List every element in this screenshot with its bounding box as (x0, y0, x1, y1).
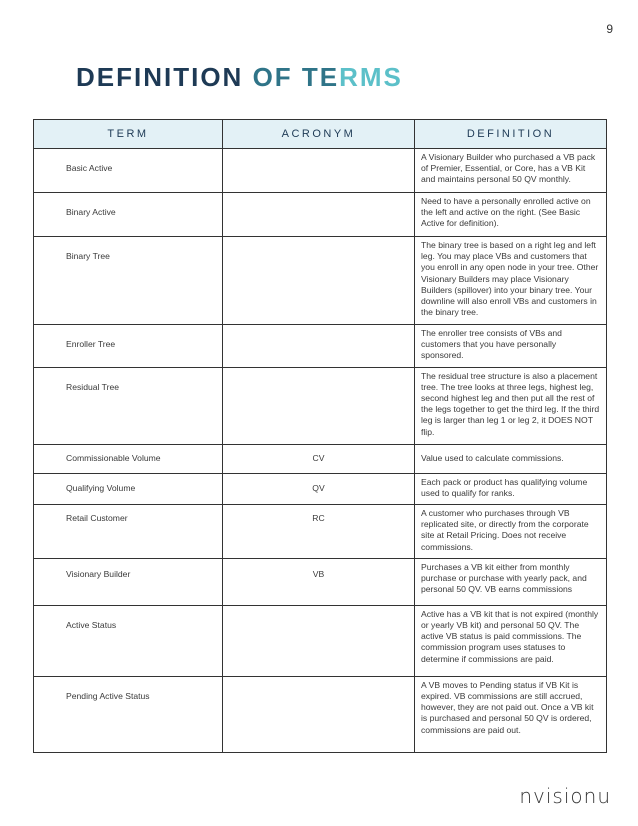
header-definition: DEFINITION (415, 120, 607, 149)
acronym-cell (223, 367, 415, 444)
term-cell: Retail Customer (34, 505, 223, 559)
table-row (34, 558, 607, 605)
acronym-cell: QV (223, 473, 415, 504)
definition-cell: A VB moves to Pending status if VB Kit is expired. VB commissions are still accrued, however, they are not paid out. Once a VB kit is purchased and personal 50 QV is ordered, commissions are paid out. (415, 676, 607, 752)
acronym-cell (223, 149, 415, 193)
acronym-cell: CV (223, 444, 415, 473)
acronym-cell (223, 193, 415, 237)
term-cell: Pending Active Status (34, 676, 223, 752)
table-row (34, 237, 607, 325)
page-title (76, 62, 403, 93)
page-number: 9 (606, 22, 613, 36)
term-cell: Enroller Tree (34, 325, 223, 368)
table-row (34, 605, 607, 676)
title-part-2: OF TE (252, 62, 340, 92)
definition-cell: Need to have a personally enrolled active on the left and active on the right. (See Basic Active for definition). (415, 193, 607, 237)
acronym-cell: RC (223, 505, 415, 559)
definition-cell: Purchases a VB kit either from monthly purchase or purchase with yearly pack, and personal 50 QV. VB earns commissions (415, 558, 607, 605)
table-header-row (34, 120, 607, 149)
table-row (34, 325, 607, 368)
acronym-cell (223, 605, 415, 676)
definition-cell: Each pack or product has qualifying volume used to qualify for ranks. (415, 473, 607, 504)
header-term: TERM (34, 120, 223, 149)
table-row (34, 367, 607, 444)
term-cell: Commissionable Volume (34, 444, 223, 473)
term-cell: Qualifying Volume (34, 473, 223, 504)
term-cell: Visionary Builder (34, 558, 223, 605)
acronym-cell (223, 237, 415, 325)
term-cell: Binary Active (34, 193, 223, 237)
brand-logo: nvisionu (519, 784, 611, 808)
term-cell: Residual Tree (34, 367, 223, 444)
definition-cell: A customer who purchases through VB replicated site, or directly from the corporate site at Retail Pricing. Does not receive commissions. (415, 505, 607, 559)
title-part-1: DEFINITION (76, 62, 253, 92)
table-row (34, 444, 607, 473)
definition-cell: A Visionary Builder who purchased a VB pack of Premier, Essential, or Core, has a VB Kit and maintains personal 50 QV monthly. (415, 149, 607, 193)
term-cell: Basic Active (34, 149, 223, 193)
definition-cell: Value used to calculate commissions. (415, 444, 607, 473)
table-row (34, 149, 607, 193)
header-acronym: ACRONYM (223, 120, 415, 149)
table-row (34, 473, 607, 504)
definition-cell: The binary tree is based on a right leg and left leg. You may place VBs and customers that you enroll in any open node in your tree. Other Visionary Builders may place Visionary Builders (spillover) into your binary tree. Your downline will also enroll VBs and customers in the binary tree. (415, 237, 607, 325)
definition-cell: The residual tree structure is also a placement tree. The tree looks at three legs, highest leg, second highest leg and then put all the rest of the legs together to get the third leg. If the third leg is larger than leg 1 or leg 2, it DOES NOT flip. (415, 367, 607, 444)
table-row (34, 193, 607, 237)
acronym-cell: VB (223, 558, 415, 605)
term-cell: Binary Tree (34, 237, 223, 325)
table-row (34, 505, 607, 559)
definitions-table (33, 119, 607, 753)
term-cell: Active Status (34, 605, 223, 676)
acronym-cell (223, 676, 415, 752)
definition-cell: Active has a VB kit that is not expired (monthly or yearly VB kit) and personal 50 QV. The active VB status is paid commissions. The commission program uses statuses to determine if commissions are paid. (415, 605, 607, 676)
definition-cell: The enroller tree consists of VBs and customers that you have personally sponsored. (415, 325, 607, 368)
table-row (34, 676, 607, 752)
title-part-3: RMS (339, 62, 403, 92)
acronym-cell (223, 325, 415, 368)
